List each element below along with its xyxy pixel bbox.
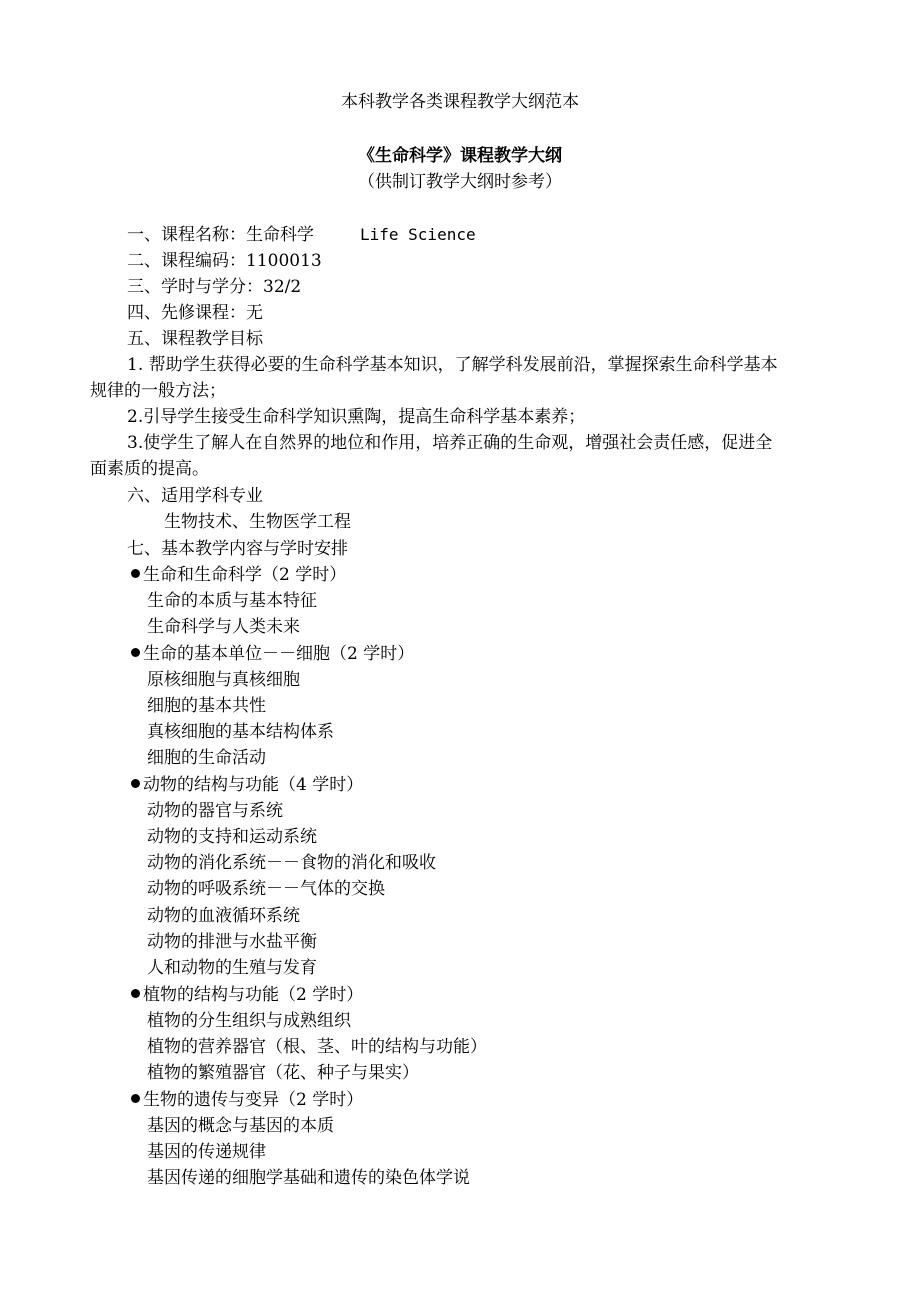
section-item: 动物的器官与系统 [147,801,283,821]
goal-1-line-2: 规律的一般方法； [90,381,226,401]
section-item: 生命的本质与基本特征 [147,591,317,611]
section-item: 基因的传递规律 [147,1142,266,1162]
section-title: 生物的遗传与变异（2 学时） [131,1090,363,1112]
section-item: 生命科学与人类未来 [147,617,300,637]
section-item: 细胞的生命活动 [147,748,266,768]
section-title: 动物的结构与功能（4 学时） [131,775,363,797]
course-hours-credits: 三、学时与学分：32/2 [127,277,302,297]
document-subtitle: （供制订教学大纲时参考） [358,172,562,192]
course-prerequisites: 四、先修课程：无 [127,303,263,323]
goal-1-line-1: 1. 帮助学生获得必要的生命科学基本知识，了解学科发展前沿，掌握探索生命科学基本 [127,355,778,375]
majors-heading: 六、适用学科专业 [127,486,263,506]
course-name-english: Life Science [360,225,476,244]
section-title: 生命的基本单位－－细胞（2 学时） [131,644,414,666]
section-item: 基因传递的细胞学基础和遗传的染色体学说 [147,1168,470,1188]
section-item: 动物的血液循环系统 [147,906,300,926]
section-item: 植物的繁殖器官（花、种子与果实） [147,1063,419,1083]
document-title: 《生命科学》课程教学大纲 [358,146,562,166]
document-header: 本科教学各类课程教学大纲范本 [341,92,579,112]
section-item: 原核细胞与真核细胞 [147,670,300,690]
section-item: 动物的排泄与水盐平衡 [147,932,317,952]
goals-heading: 五、课程教学目标 [127,329,263,349]
bullet-icon [131,648,140,657]
bullet-icon [131,989,140,998]
section-item: 植物的分生组织与成熟组织 [147,1011,351,1031]
section-item: 植物的营养器官（根、茎、叶的结构与功能） [147,1037,487,1057]
section-item: 人和动物的生殖与发育 [147,958,317,978]
section-item: 基因的概念与基因的本质 [147,1116,334,1136]
section-title: 生命和生命科学（2 学时） [131,565,346,587]
majors-list: 生物技术、生物医学工程 [164,512,351,532]
course-name: 一、课程名称：生命科学 [127,225,314,245]
section-title: 植物的结构与功能（2 学时） [131,985,363,1007]
section-item: 动物的消化系统－－食物的消化和吸收 [147,853,436,873]
bullet-icon [131,1094,140,1103]
bullet-icon [131,779,140,788]
bullet-icon [131,569,140,578]
section-item: 动物的支持和运动系统 [147,827,317,847]
content-heading: 七、基本教学内容与学时安排 [127,539,348,559]
section-item: 细胞的基本共性 [147,696,266,716]
goal-3-line-1: 3.使学生了解人在自然界的地位和作用，培养正确的生命观，增强社会责任感，促进全 [127,433,773,453]
goal-2: 2.引导学生接受生命科学知识熏陶，提高生命科学基本素养； [127,407,586,427]
section-item: 动物的呼吸系统－－气体的交换 [147,879,385,899]
course-name-line [127,225,476,247]
goal-3-line-2: 面素质的提高。 [90,459,209,479]
section-item: 真核细胞的基本结构体系 [147,722,334,742]
course-code: 二、课程编码：1100013 [127,251,322,271]
